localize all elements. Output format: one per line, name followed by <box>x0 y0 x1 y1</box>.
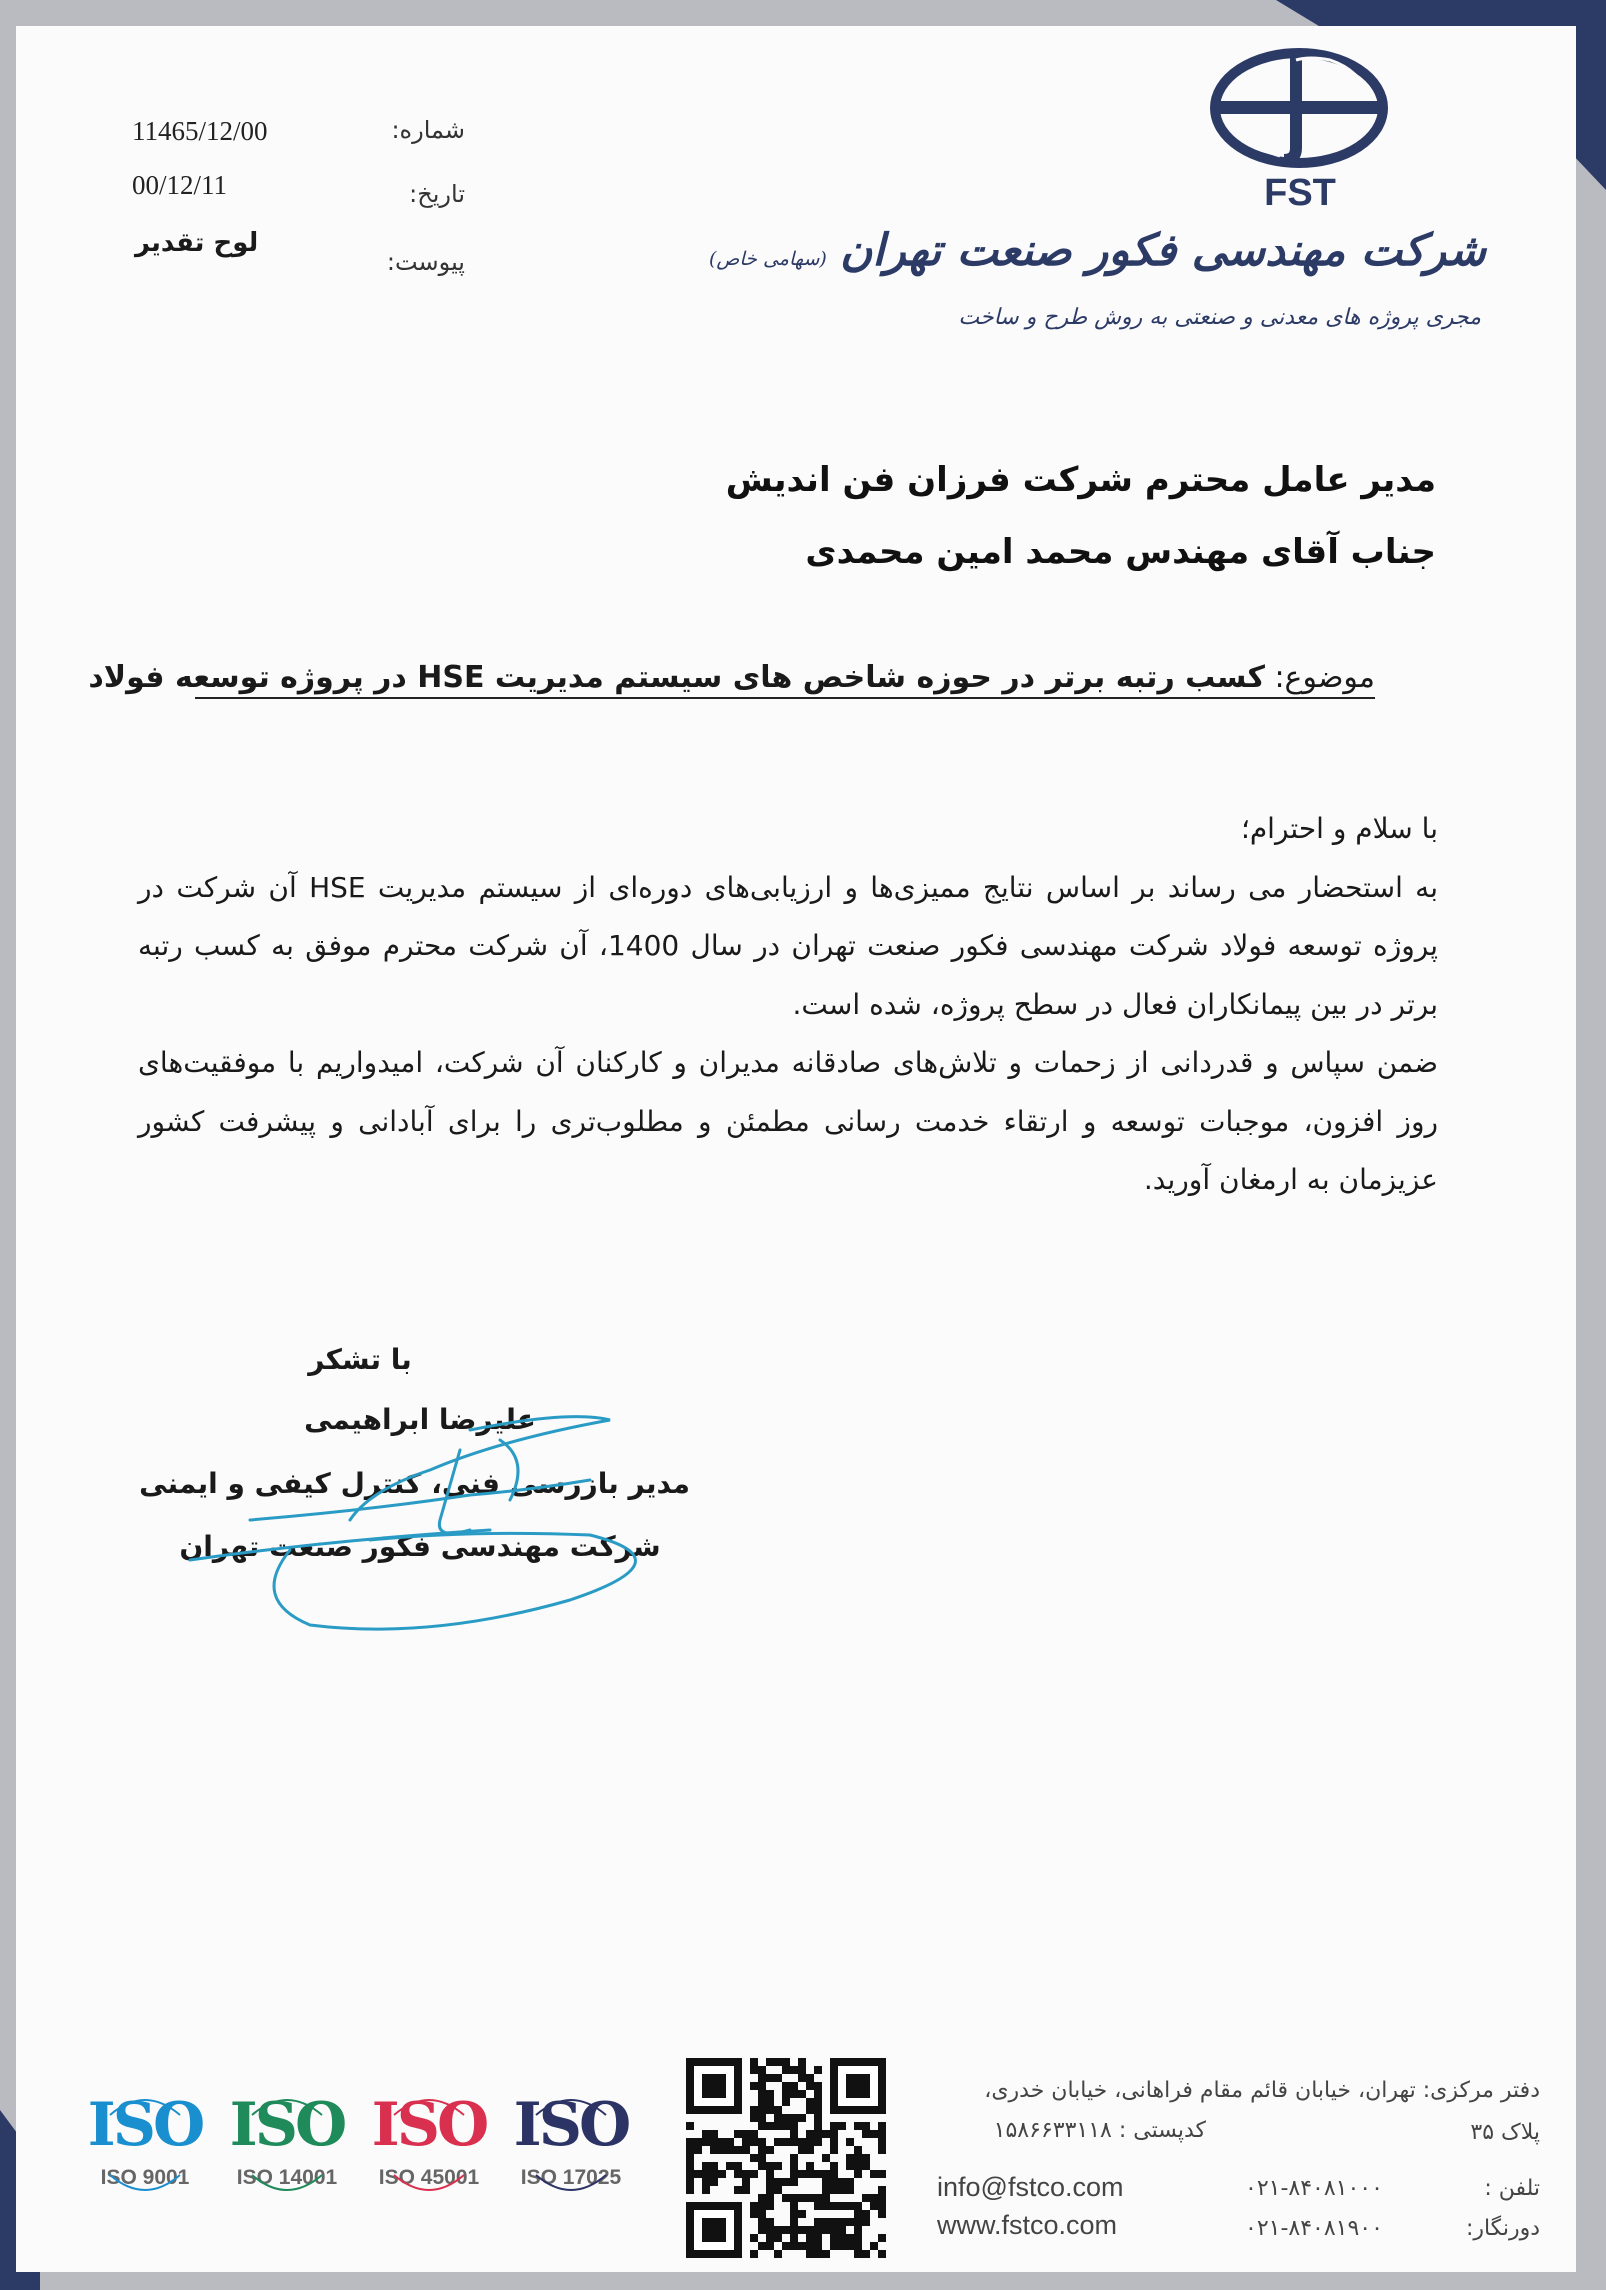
iso-label: ISO 14001 <box>236 2166 338 2189</box>
addressee-line-2: جناب آقای مهندس محمد امین محمدی <box>805 532 1436 572</box>
fax-value: ۰۲۱-۸۴۰۸۱۹۰۰ <box>1245 2216 1383 2241</box>
date-label: تاریخ: <box>409 180 465 208</box>
addressee-line-1: مدیر عامل محترم شرکت فرزان فن اندیش <box>725 460 1436 500</box>
company-logo-emblem <box>1210 48 1388 168</box>
company-tagline: مجری پروژه های معدنی و صنعتی به روش طرح و ساخت <box>958 305 1481 330</box>
fax-label: دورنگار: <box>1465 2216 1540 2241</box>
company-name-text: شرکت مهندسی فکور صنعت تهران <box>839 225 1486 276</box>
handwritten-signature <box>170 1400 690 1640</box>
qr-code[interactable] <box>686 2058 886 2258</box>
letter-body <box>138 800 1438 1210</box>
signatory-name: علیرضا ابراهیمی <box>304 1403 536 1436</box>
signature-closing: با تشکر <box>308 1343 412 1376</box>
iso-word: ISO <box>513 2090 629 2160</box>
attachment-label: پیوست: <box>386 248 465 276</box>
date-value: 00/12/11 <box>132 170 228 200</box>
globe-icons <box>80 2090 640 2200</box>
address-line-2: پلاک ۳۵ <box>1470 2120 1540 2145</box>
iso-word: ISO <box>229 2090 345 2160</box>
iso-word: ISO <box>371 2090 487 2160</box>
address-line-1: دفتر مرکزی: تهران، خیابان قائم مقام فراهانی، خیابان خدری، <box>984 2078 1540 2103</box>
subject-label: موضوع: <box>1274 660 1375 695</box>
greeting: با سلام و احترام؛ <box>1240 812 1438 845</box>
phone-value: ۰۲۱-۸۴۰۸۱۰۰۰ <box>1245 2176 1383 2201</box>
company-name <box>709 225 1486 276</box>
number-label: شماره: <box>391 116 465 144</box>
iso-label: ISO 45001 <box>378 2166 480 2189</box>
postal-code: کدپستی : ۱۵۸۶۶۳۳۱۱۸ <box>993 2118 1206 2143</box>
body-paragraph-1: به استحضار می رساند بر اساس نتایج ممیزی‌ها و ارزیابی‌های دوره‌ای از سیستم مدیریت HSE آن شرکت در پروژه توسعه فولاد شرکت مهندسی فکور صنعت تهران در سال 1400، آن شرکت محترم موفق به کسب رتبه برتر در بین پیمانکاران فعال در سطح پروژه، شده است. <box>138 870 1438 1021</box>
signatory-company: شرکت مهندسی فکور صنعت تهران <box>179 1530 661 1563</box>
subject-line <box>88 660 1375 699</box>
attachment-value: لوح تقدیر <box>135 228 259 258</box>
phone-label: تلفن : <box>1484 2176 1540 2201</box>
company-type: (سهامی خاص) <box>708 248 827 270</box>
logo-text: FST <box>1264 172 1336 214</box>
email-link[interactable]: info@fstco.com <box>937 2172 1124 2202</box>
signatory-title: مدیر بازرسی فنی، کنترل کیفی و ایمنی <box>139 1467 690 1500</box>
body-paragraph-2: ضمن سپاس و قدردانی از زحمات و تلاش‌های صادقانه مدیران و کارکنان آن شرکت، امیدواریم با موفقیت‌های روز افزون، موجبات توسعه و ارتقاء خدمت رسانی مطمئن و مطلوب‌تری را برای آبادانی و پیشرفت کشور عزیزمان به ارمغان آورید. <box>138 1046 1438 1196</box>
number-value: 11465/12/00 <box>132 116 268 146</box>
iso-label: ISO 9001 <box>100 2166 190 2189</box>
website-link[interactable]: www.fstco.com <box>937 2210 1118 2240</box>
subject-text: کسب رتبه برتر در حوزه شاخص های سیستم مدیریت HSE در پروژه توسعه فولاد <box>88 660 1265 695</box>
iso-label: ISO 17025 <box>520 2166 622 2189</box>
iso-word: ISO <box>87 2090 203 2160</box>
